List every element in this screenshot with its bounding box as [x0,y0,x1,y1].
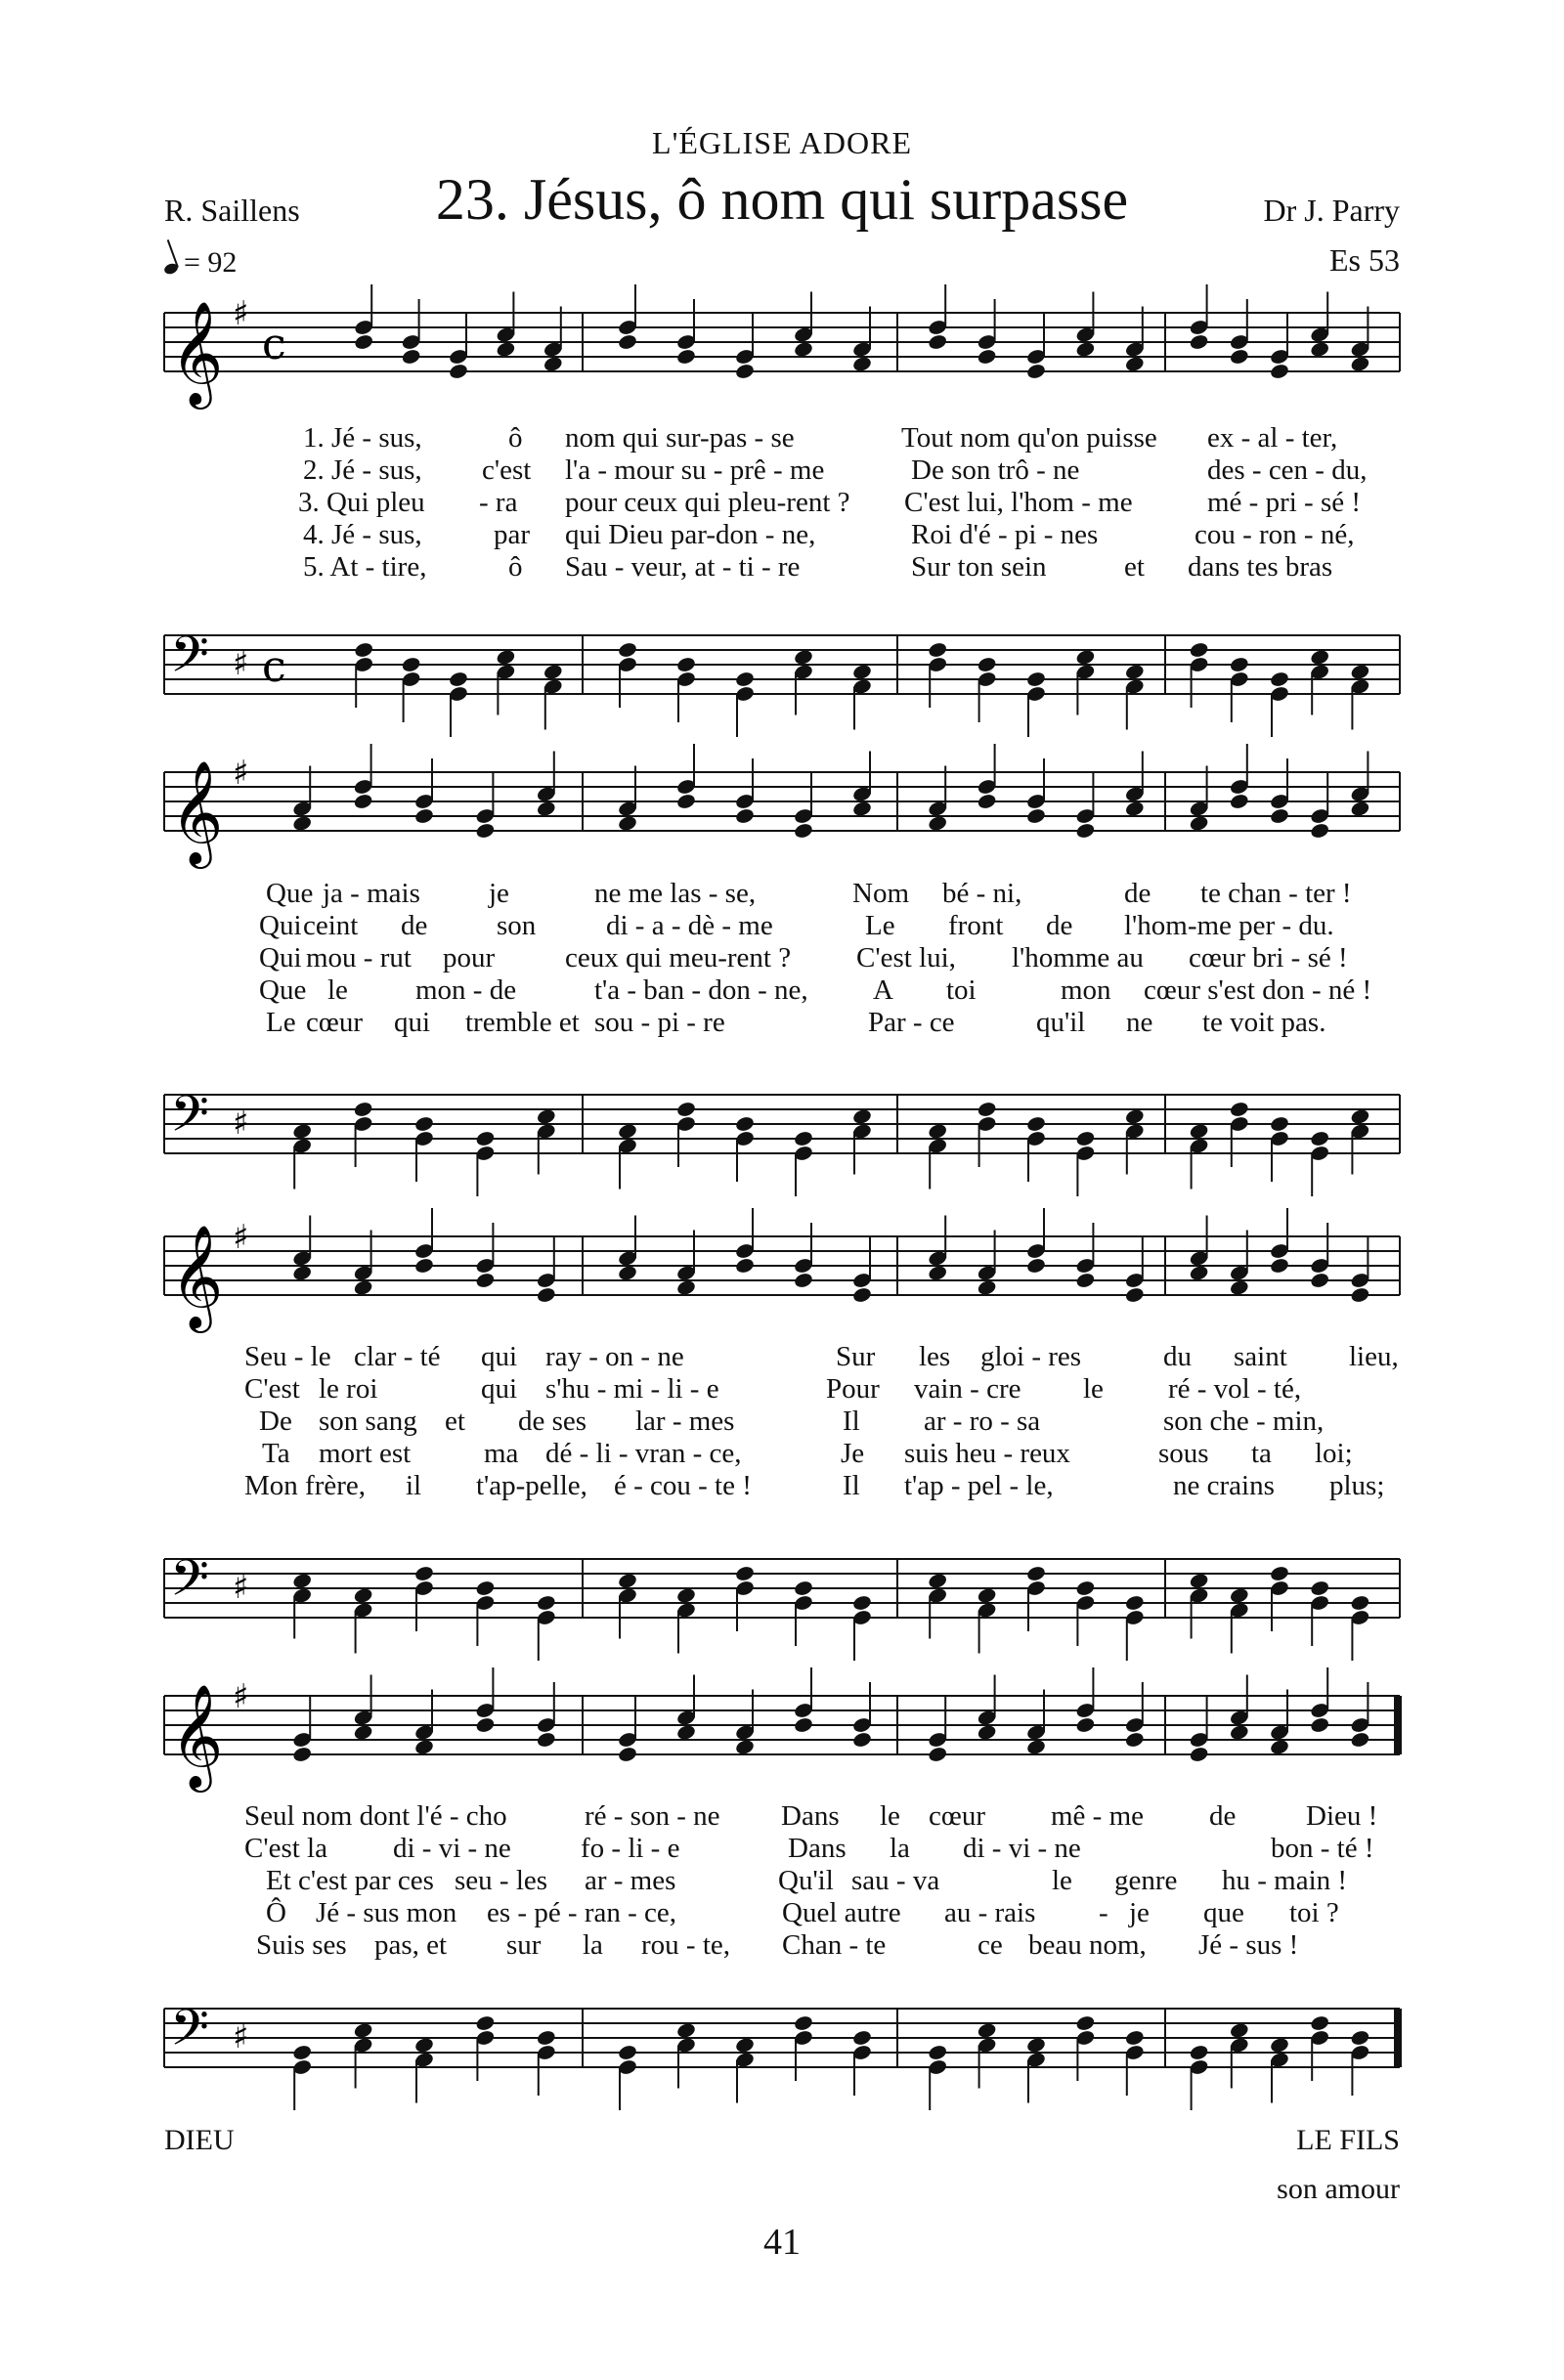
sharp-key-signature-icon: ♯ [233,754,249,793]
lyric-segment: gloi - res [980,1341,1082,1372]
bass-clef-icon: 𝄢 [170,625,209,696]
lyric-segment: genre [1114,1865,1178,1896]
lyric-segment: l'hom-me per - du. [1124,910,1334,941]
lyric-segment: A [873,974,893,1006]
lyric-segment: Dieu ! [1306,1800,1378,1832]
lyric-segment: par [494,519,531,550]
lyric-segment: Sur ton sein [911,551,1047,583]
lyric-segment: rou - te, [641,1929,730,1961]
lyric-segment: Jé - sus ! [1198,1929,1299,1961]
tempo-value: = 92 [184,246,238,279]
lyric-verse-line [0,878,1564,911]
lyric-segment: les [919,1341,951,1372]
lyric-segment: mon [1061,974,1111,1006]
lyric-segment: cou - ron - né, [1195,519,1355,550]
bass-clef-icon: 𝄢 [170,1548,209,1620]
lyric-segment: ja - mais [323,878,420,909]
lyric-verse-line [0,974,1564,1008]
lyric-segment: C'est [244,1373,300,1405]
lyric-segment: Qui [259,942,302,974]
lyric-segment: qui [481,1373,518,1405]
lyric-segment: le [1083,1373,1104,1405]
lyric-segment: le [327,974,348,1006]
lyric-segment: Quel autre [782,1897,901,1928]
footer-theme-left: DIEU [164,2124,235,2156]
lyric-segment: Que [266,878,314,909]
lyric-segment: Il [843,1406,860,1437]
lyric-segment: sau - va [851,1865,940,1896]
lyric-segment: De son trô - ne [911,454,1080,486]
lyric-segment: ar - mes [585,1865,676,1896]
lyric-verse-line [0,910,1564,943]
lyric-segment: Ta [262,1438,290,1469]
lyric-verse-line [0,1800,1564,1834]
lyric-segment: 5. At - tire, [303,551,427,583]
lyric-segment: clar - té [354,1341,441,1372]
lyric-segment: di - vi - ne [963,1833,1081,1864]
lyric-segment: de ses [518,1406,587,1437]
lyric-segment: s'hu - mi - li - e [545,1373,719,1405]
lyric-segment: Suis ses [256,1929,347,1961]
lyric-segment: Dans [781,1800,840,1832]
sharp-key-signature-icon: ♯ [233,1677,249,1716]
lyric-verse-line [0,942,1564,975]
lyric-segment: au - rais [944,1897,1036,1928]
lyric-verse-line [0,551,1564,584]
lyric-segment: qui [394,1007,431,1038]
lyric-segment: ne crains [1173,1470,1275,1501]
lyric-segment: sous [1158,1438,1209,1469]
lyric-segment: 3. Qui pleu [298,487,425,518]
lyric-segment: Le [865,910,895,941]
lyric-segment: la [890,1833,910,1864]
lyric-verse-line [0,1865,1564,1898]
lyric-segment: pas, et [374,1929,448,1961]
lyric-segment: mé - pri - sé ! [1207,487,1362,518]
lyric-verse-line [0,1341,1564,1374]
lyric-segment: Par - ce [868,1007,955,1038]
treble-clef-icon: 𝄞 [170,300,224,405]
treble-clef-icon: 𝄞 [170,759,224,864]
lyric-verse-line [0,1833,1564,1866]
lyric-segment: ceux qui meu-rent ? [565,942,792,974]
lyric-segment: toi [946,974,977,1006]
lyric-segment: ré - son - ne [585,1800,720,1832]
lyric-segment: - ra [479,487,518,518]
lyric-segment: dé - li - vran - ce, [545,1438,742,1469]
lyric-segment: Pour [826,1373,880,1405]
section-category: L'ÉGLISE ADORE [652,125,912,160]
lyric-verse-line [0,519,1564,552]
lyric-segment: cœur [929,1800,985,1832]
lyric-segment: ar - ro - sa [924,1406,1041,1437]
lyric-segment: C'est lui, [856,942,956,974]
lyric-segment: Ô [266,1897,286,1928]
lyric-segment: t'ap - pel - le, [904,1470,1054,1501]
lyric-segment: Mon frère, [244,1470,367,1501]
lyric-segment: Qui [259,910,302,941]
lyric-segment: front [948,910,1004,941]
lyric-segment: Tout nom qu'on puisse [901,422,1157,454]
lyric-segment: l'homme au [1012,942,1144,974]
scripture-reference: Es 53 [1329,242,1400,278]
lyric-segment: bé - ni, [942,878,1022,909]
lyric-segment: es - pé - ran - ce, [487,1897,677,1928]
lyric-segment: cœur s'est don - né ! [1144,974,1372,1006]
lyric-segment: Le [266,1007,296,1038]
bass-clef-icon: 𝄢 [170,1084,209,1155]
lyric-segment: ta [1251,1438,1272,1469]
lyric-segment: mort est [319,1438,412,1469]
lyric-segment: le [1052,1865,1072,1896]
lyric-segment: ne me las - se, [594,878,757,909]
lyric-segment: ex - al - ter, [1207,422,1338,454]
lyric-segment: C'est la [244,1833,327,1864]
lyric-segment: la [583,1929,603,1961]
lyric-segment: du [1163,1341,1192,1372]
lyric-segment: plus; [1329,1470,1385,1501]
lyric-segment: sou - pi - re [594,1007,725,1038]
lyric-segment: Chan - te [782,1929,887,1961]
lyric-segment: dans tes bras [1188,551,1333,583]
common-time-icon: c [262,320,286,369]
sharp-key-signature-icon: ♯ [233,644,249,683]
lyric-verse-line [0,487,1564,520]
lyric-segment: il [406,1470,422,1501]
page-number: 41 [763,2222,801,2263]
lyric-segment: di - a - dè - me [606,910,773,941]
bass-clef-icon: 𝄢 [170,1998,209,2069]
lyric-segment: Jé - sus mon [316,1897,457,1928]
lyric-segment: 1. Jé - sus, [303,422,422,454]
lyric-segment: tremble et [465,1007,580,1038]
lyric-segment: t'ap-pelle, [476,1470,587,1501]
lyric-segment: cœur [306,1007,363,1038]
lyric-segment: son sang [319,1406,417,1437]
sharp-key-signature-icon: ♯ [233,1103,249,1143]
lyric-segment: sur [506,1929,542,1961]
lyric-verse-line [0,1406,1564,1439]
lyric-verse-line [0,1438,1564,1471]
lyric-segment: cœur bri - sé ! [1189,942,1348,974]
lyric-segment: seu - les [455,1865,548,1896]
lyric-segment: 4. Jé - sus, [303,519,422,550]
lyric-segment: t'a - ban - don - ne, [594,974,808,1006]
lyric-segment: ceint [303,910,359,941]
lyric-segment: ma [484,1438,519,1469]
lyric-segment: lar - mes [635,1406,735,1437]
sharp-key-signature-icon: ♯ [233,1568,249,1607]
lyric-segment: fo - li - e [581,1833,680,1864]
lyric-segment: Roi d'é - pi - nes [911,519,1099,550]
lyric-segment: Seu - le [244,1341,331,1372]
lyric-segment: di - vi - ne [393,1833,511,1864]
footer-theme-right: LE FILS [1296,2124,1400,2156]
lyric-segment: C'est lui, l'hom - me [904,487,1133,518]
lyric-segment: saint [1234,1341,1287,1372]
lyric-segment: Dans [788,1833,847,1864]
lyric-segment: é - cou - te ! [614,1470,752,1501]
lyric-segment: c'est [482,454,532,486]
lyric-segment: Il [843,1470,860,1501]
lyric-segment: Sau - veur, at - ti - re [565,551,801,583]
lyric-segment: mou - rut [306,942,412,974]
lyric-segment: qui [481,1341,518,1372]
lyric-segment: des - cen - du, [1207,454,1368,486]
lyric-segment: pour ceux qui pleu-rent ? [565,487,850,518]
hymn-title: 23. Jésus, ô nom qui surpasse [435,167,1129,232]
lyric-segment: pour [443,942,496,974]
lyric-segment: de [1124,878,1151,909]
treble-clef-icon: 𝄞 [170,1224,224,1328]
lyric-segment: Qu'il [778,1865,834,1896]
lyric-segment: son che - min, [1163,1406,1325,1437]
lyric-segment: le [880,1800,900,1832]
lyric-segment: lieu, [1349,1341,1399,1372]
lyric-segment: de [401,910,428,941]
lyric-segment: et [445,1406,465,1437]
lyric-segment: ré - vol - té, [1168,1373,1302,1405]
lyric-segment: Et c'est par ces [266,1865,434,1896]
treble-clef-icon: 𝄞 [170,1683,224,1788]
lyric-segment: 2. Jé - sus, [303,454,422,486]
sharp-key-signature-icon: ♯ [233,1218,249,1257]
lyric-segment: Sur [836,1341,876,1372]
lyric-segment: son [497,910,537,941]
lyric-segment: nom qui sur-pas - se [565,422,795,454]
lyric-segment: beau nom, [1028,1929,1147,1961]
lyric-segment: ô [508,422,523,454]
lyric-segment: Nom [852,878,909,909]
lyric-segment: De [259,1406,292,1437]
lyric-segment: Que [259,974,307,1006]
lyric-segment: hu - main ! [1222,1865,1348,1896]
lyric-verse-line [0,1007,1564,1040]
sharp-key-signature-icon: ♯ [233,2017,249,2056]
lyric-segment: de [1209,1800,1237,1832]
lyric-segment: te chan - ter ! [1200,878,1352,909]
common-time-icon: c [262,642,286,692]
lyric-segment: Seul nom dont l'é - cho [244,1800,507,1832]
lyric-verse-line [0,1470,1564,1503]
lyric-segment: et [1124,551,1145,583]
lyric-segment: le roi [319,1373,378,1405]
lyric-verse-line [0,422,1564,455]
lyric-segment: je [1129,1897,1150,1928]
lyric-segment: Je [841,1438,865,1469]
lyric-segment: suis heu - reux [904,1438,1070,1469]
lyric-segment: mê - me [1051,1800,1145,1832]
lyric-segment: bon - té ! [1271,1833,1374,1864]
lyric-segment: ce [978,1929,1003,1961]
lyric-segment: l'a - mour su - prê - me [565,454,825,486]
lyric-segment: mon - de [415,974,517,1006]
lyric-verse-line [0,1897,1564,1930]
lyric-segment: ô [508,551,523,583]
lyric-segment: te voit pas. [1202,1007,1326,1038]
sharp-key-signature-icon: ♯ [233,294,249,333]
lyric-segment: ray - on - ne [545,1341,684,1372]
lyric-segment: que [1203,1897,1244,1928]
lyric-segment: - [1099,1897,1108,1928]
lyric-verse-line [0,1929,1564,1963]
lyricist: R. Saillens [164,193,300,228]
lyric-segment: loi; [1315,1438,1353,1469]
lyric-segment: qui Dieu par-don - ne, [565,519,816,550]
composer: Dr J. Parry [1263,193,1400,228]
footer-subtheme-right: son amour [1277,2173,1400,2205]
lyric-segment: toi ? [1289,1897,1339,1928]
lyric-segment: de [1046,910,1073,941]
lyric-verse-line [0,1373,1564,1406]
lyric-segment: vain - cre [914,1373,1021,1405]
lyric-segment: ne [1126,1007,1153,1038]
lyric-verse-line [0,454,1564,488]
lyric-segment: je [489,878,509,909]
lyric-segment: qu'il [1036,1007,1086,1038]
